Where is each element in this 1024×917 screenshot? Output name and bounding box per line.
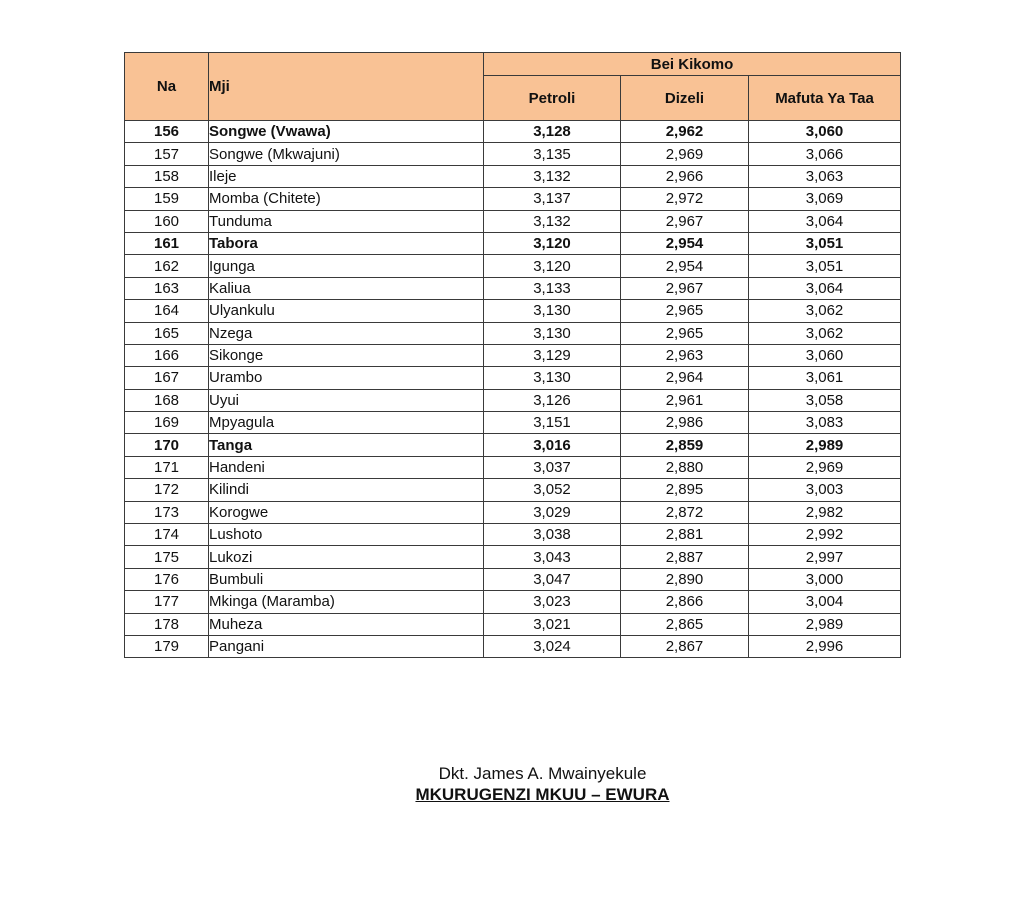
cell-mji: Pangani: [209, 635, 484, 657]
cell-dizeli: 2,866: [621, 591, 749, 613]
cell-petroli: 3,038: [484, 524, 621, 546]
cell-mafuta-ya-taa: 3,061: [749, 367, 901, 389]
cell-na: 168: [125, 389, 209, 411]
cell-na: 174: [125, 524, 209, 546]
cell-dizeli: 2,880: [621, 456, 749, 478]
cell-na: 179: [125, 635, 209, 657]
cell-dizeli: 2,963: [621, 344, 749, 366]
header-petroli: Petroli: [484, 76, 621, 121]
cell-petroli: 3,120: [484, 232, 621, 254]
cell-na: 157: [125, 143, 209, 165]
cell-petroli: 3,135: [484, 143, 621, 165]
cell-mji: Mkinga (Maramba): [209, 591, 484, 613]
cell-dizeli: 2,967: [621, 277, 749, 299]
cell-mji: Nzega: [209, 322, 484, 344]
cell-petroli: 3,029: [484, 501, 621, 523]
signature-block: [0, 763, 1024, 805]
cell-petroli: 3,047: [484, 568, 621, 590]
table-row: [125, 635, 901, 657]
cell-petroli: 3,016: [484, 434, 621, 456]
cell-na: 158: [125, 165, 209, 187]
cell-dizeli: 2,986: [621, 412, 749, 434]
cell-petroli: 3,133: [484, 277, 621, 299]
cell-mafuta-ya-taa: 3,051: [749, 255, 901, 277]
cell-na: 164: [125, 300, 209, 322]
table-row: [125, 188, 901, 210]
cell-dizeli: 2,962: [621, 121, 749, 143]
cell-mafuta-ya-taa: 3,004: [749, 591, 901, 613]
cell-na: 178: [125, 613, 209, 635]
table-row: [125, 434, 901, 456]
cell-mji: Tabora: [209, 232, 484, 254]
cell-dizeli: 2,954: [621, 255, 749, 277]
cell-dizeli: 2,965: [621, 322, 749, 344]
cell-dizeli: 2,965: [621, 300, 749, 322]
cell-na: 162: [125, 255, 209, 277]
table-row: [125, 322, 901, 344]
table-row: [125, 143, 901, 165]
table-row: [125, 210, 901, 232]
cell-mafuta-ya-taa: 3,083: [749, 412, 901, 434]
cell-na: 169: [125, 412, 209, 434]
table-row: [125, 277, 901, 299]
cell-na: 166: [125, 344, 209, 366]
table-row: [125, 501, 901, 523]
cell-na: 176: [125, 568, 209, 590]
cell-petroli: 3,132: [484, 165, 621, 187]
cell-dizeli: 2,966: [621, 165, 749, 187]
cell-mji: Bumbuli: [209, 568, 484, 590]
cell-dizeli: 2,964: [621, 367, 749, 389]
table-row: [125, 389, 901, 411]
signatory-name: Dkt. James A. Mwainyekule: [438, 764, 647, 783]
cell-petroli: 3,037: [484, 456, 621, 478]
cell-mji: Igunga: [209, 255, 484, 277]
cell-mji: Sikonge: [209, 344, 484, 366]
cell-dizeli: 2,954: [621, 232, 749, 254]
cell-mafuta-ya-taa: 2,989: [749, 613, 901, 635]
table-row: [125, 479, 901, 501]
cell-na: 177: [125, 591, 209, 613]
cell-mji: Korogwe: [209, 501, 484, 523]
cell-petroli: 3,021: [484, 613, 621, 635]
cell-mji: Kaliua: [209, 277, 484, 299]
cell-mafuta-ya-taa: 3,062: [749, 322, 901, 344]
cell-mji: Momba (Chitete): [209, 188, 484, 210]
cell-mafuta-ya-taa: 3,000: [749, 568, 901, 590]
cell-mafuta-ya-taa: 3,060: [749, 344, 901, 366]
cell-petroli: 3,132: [484, 210, 621, 232]
table-row: [125, 344, 901, 366]
cell-mafuta-ya-taa: 3,060: [749, 121, 901, 143]
cell-mafuta-ya-taa: 2,989: [749, 434, 901, 456]
cell-mafuta-ya-taa: 3,062: [749, 300, 901, 322]
cell-mji: Muheza: [209, 613, 484, 635]
cell-petroli: 3,120: [484, 255, 621, 277]
cell-dizeli: 2,881: [621, 524, 749, 546]
cell-mafuta-ya-taa: 3,064: [749, 277, 901, 299]
cell-mji: Kilindi: [209, 479, 484, 501]
cell-mafuta-ya-taa: 2,982: [749, 501, 901, 523]
cell-mji: Urambo: [209, 367, 484, 389]
cell-na: 173: [125, 501, 209, 523]
header-mafuta-ya-taa: Mafuta Ya Taa: [749, 76, 901, 121]
table-row: [125, 568, 901, 590]
cell-mafuta-ya-taa: 3,051: [749, 232, 901, 254]
cell-mafuta-ya-taa: 2,997: [749, 546, 901, 568]
header-mji: Mji: [209, 53, 484, 121]
cell-mafuta-ya-taa: 2,996: [749, 635, 901, 657]
cell-mafuta-ya-taa: 3,069: [749, 188, 901, 210]
cell-mji: Uyui: [209, 389, 484, 411]
table-row: [125, 232, 901, 254]
header-dizeli: Dizeli: [621, 76, 749, 121]
cell-mji: Lushoto: [209, 524, 484, 546]
cell-dizeli: 2,972: [621, 188, 749, 210]
cell-petroli: 3,151: [484, 412, 621, 434]
cell-dizeli: 2,859: [621, 434, 749, 456]
fuel-price-table: [124, 52, 901, 658]
cell-mji: Tunduma: [209, 210, 484, 232]
cell-mafuta-ya-taa: 3,003: [749, 479, 901, 501]
cell-mafuta-ya-taa: 2,992: [749, 524, 901, 546]
table-row: [125, 165, 901, 187]
table-row: [125, 524, 901, 546]
cell-petroli: 3,130: [484, 322, 621, 344]
cell-mafuta-ya-taa: 3,066: [749, 143, 901, 165]
cell-mafuta-ya-taa: 3,063: [749, 165, 901, 187]
header-row-top: [125, 53, 901, 76]
cell-petroli: 3,023: [484, 591, 621, 613]
header-bei-kikomo: Bei Kikomo: [484, 53, 901, 76]
cell-mafuta-ya-taa: 3,058: [749, 389, 901, 411]
cell-na: 163: [125, 277, 209, 299]
cell-na: 159: [125, 188, 209, 210]
cell-dizeli: 2,887: [621, 546, 749, 568]
table-row: [125, 613, 901, 635]
cell-mji: Ileje: [209, 165, 484, 187]
signatory-title: MKURUGENZI MKUU – EWURA: [415, 785, 670, 804]
cell-na: 161: [125, 232, 209, 254]
cell-mji: Lukozi: [209, 546, 484, 568]
cell-dizeli: 2,890: [621, 568, 749, 590]
cell-na: 165: [125, 322, 209, 344]
table-row: [125, 367, 901, 389]
cell-dizeli: 2,961: [621, 389, 749, 411]
cell-mji: Handeni: [209, 456, 484, 478]
table-row: [125, 591, 901, 613]
cell-dizeli: 2,867: [621, 635, 749, 657]
table-row: [125, 412, 901, 434]
table-row: [125, 255, 901, 277]
cell-mafuta-ya-taa: 2,969: [749, 456, 901, 478]
cell-na: 175: [125, 546, 209, 568]
cell-petroli: 3,137: [484, 188, 621, 210]
table-body: [125, 121, 901, 658]
cell-petroli: 3,052: [484, 479, 621, 501]
cell-mji: Mpyagula: [209, 412, 484, 434]
cell-na: 170: [125, 434, 209, 456]
cell-petroli: 3,130: [484, 367, 621, 389]
cell-dizeli: 2,865: [621, 613, 749, 635]
cell-mji: Songwe (Mkwajuni): [209, 143, 484, 165]
table-row: [125, 546, 901, 568]
cell-dizeli: 2,872: [621, 501, 749, 523]
cell-petroli: 3,043: [484, 546, 621, 568]
cell-petroli: 3,129: [484, 344, 621, 366]
cell-dizeli: 2,895: [621, 479, 749, 501]
cell-dizeli: 2,969: [621, 143, 749, 165]
cell-mafuta-ya-taa: 3,064: [749, 210, 901, 232]
table-row: [125, 456, 901, 478]
cell-petroli: 3,024: [484, 635, 621, 657]
cell-na: 171: [125, 456, 209, 478]
cell-petroli: 3,128: [484, 121, 621, 143]
cell-na: 160: [125, 210, 209, 232]
cell-na: 156: [125, 121, 209, 143]
table-row: [125, 300, 901, 322]
cell-dizeli: 2,967: [621, 210, 749, 232]
cell-petroli: 3,130: [484, 300, 621, 322]
table-row: [125, 121, 901, 143]
cell-mji: Tanga: [209, 434, 484, 456]
cell-petroli: 3,126: [484, 389, 621, 411]
header-na: Na: [125, 53, 209, 121]
cell-na: 167: [125, 367, 209, 389]
cell-mji: Ulyankulu: [209, 300, 484, 322]
cell-mji: Songwe (Vwawa): [209, 121, 484, 143]
cell-na: 172: [125, 479, 209, 501]
